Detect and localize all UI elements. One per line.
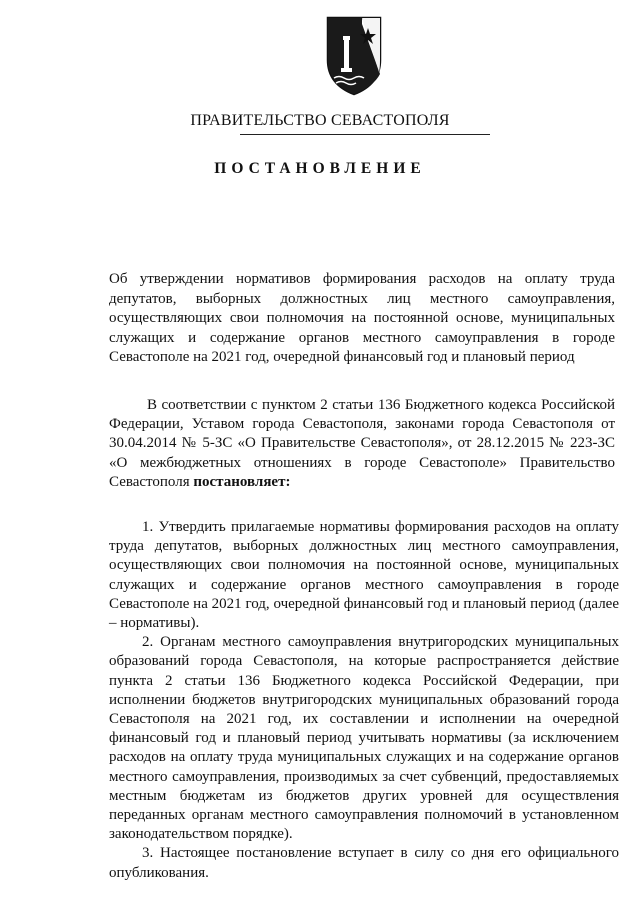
document-subject: Об утверждении нормативов формирования расходов на оплату труда депутатов, выборных должностных лиц местного самоуправления, осуществляющих свои полномочия на постоянной основе, муниципальных служащих и содержание органов местного самоуправления в городе Севастополе на 2021 год, очередной финансовый год и плановый период — [109, 271, 615, 366]
preamble-keyword: постановляет: — [193, 473, 291, 490]
resolution-item-1: 1. Утвердить прилагаемые нормативы формирования расходов на оплату труда депутатов, выборных должностных лиц местного самоуправления, осуществляющих свои полномочия на постоянной основе, муниципальных служащих и содержание органов местного самоуправления в городе Севастополе на 2021 год, очередной финансовый год и плановый период (далее – нормативы). — [109, 519, 619, 632]
resolution-item-3: 3. Настоящее постановление вступает в силу со дня его официального опубликования. — [109, 845, 619, 881]
resolution-items — [109, 518, 619, 883]
document-type-title: ПОСТАНОВЛЕНИЕ — [214, 160, 426, 177]
sevastopol-coat-of-arms-icon — [322, 14, 386, 98]
organization-name: ПРАВИТЕЛЬСТВО СЕВАСТОПОЛЯ — [190, 112, 450, 129]
header-divider — [240, 134, 490, 135]
resolution-item-2: 2. Органам местного самоуправления внутригородских муниципальных образований города Севастополя, на которые распространяется действие пункта 2 статьи 136 Бюджетного кодекса Российской Федерации, при исполнении бюджетов внутригородских муниципальных образований города Севастополя на 2021 год, их составлении и исполнении на очередной финансовый год и плановый период учитывать нормативы (за исключением расходов на оплату труда муниципальных служащих и на содержание органов местного самоуправления, производимых за счет субвенций, предоставляемых местным бюджетам из бюджетов других уровней для осуществления переданных органам местного самоуправления полномочий в установленном законодательством порядке). — [109, 634, 619, 843]
preamble-text: В соответствии с пунктом 2 статьи 136 Бюджетного кодекса Российской Федерации, Уставом города Севастополя, законами города Севастополя от 30.04.2014 № 5-ЗС «О Правительстве Севастополя», от 28.12.2015 № 223-ЗС «О межбюджетных отношениях в городе Севастополе» Правительство Севастополя — [109, 397, 615, 490]
preamble-paragraph — [109, 396, 615, 492]
